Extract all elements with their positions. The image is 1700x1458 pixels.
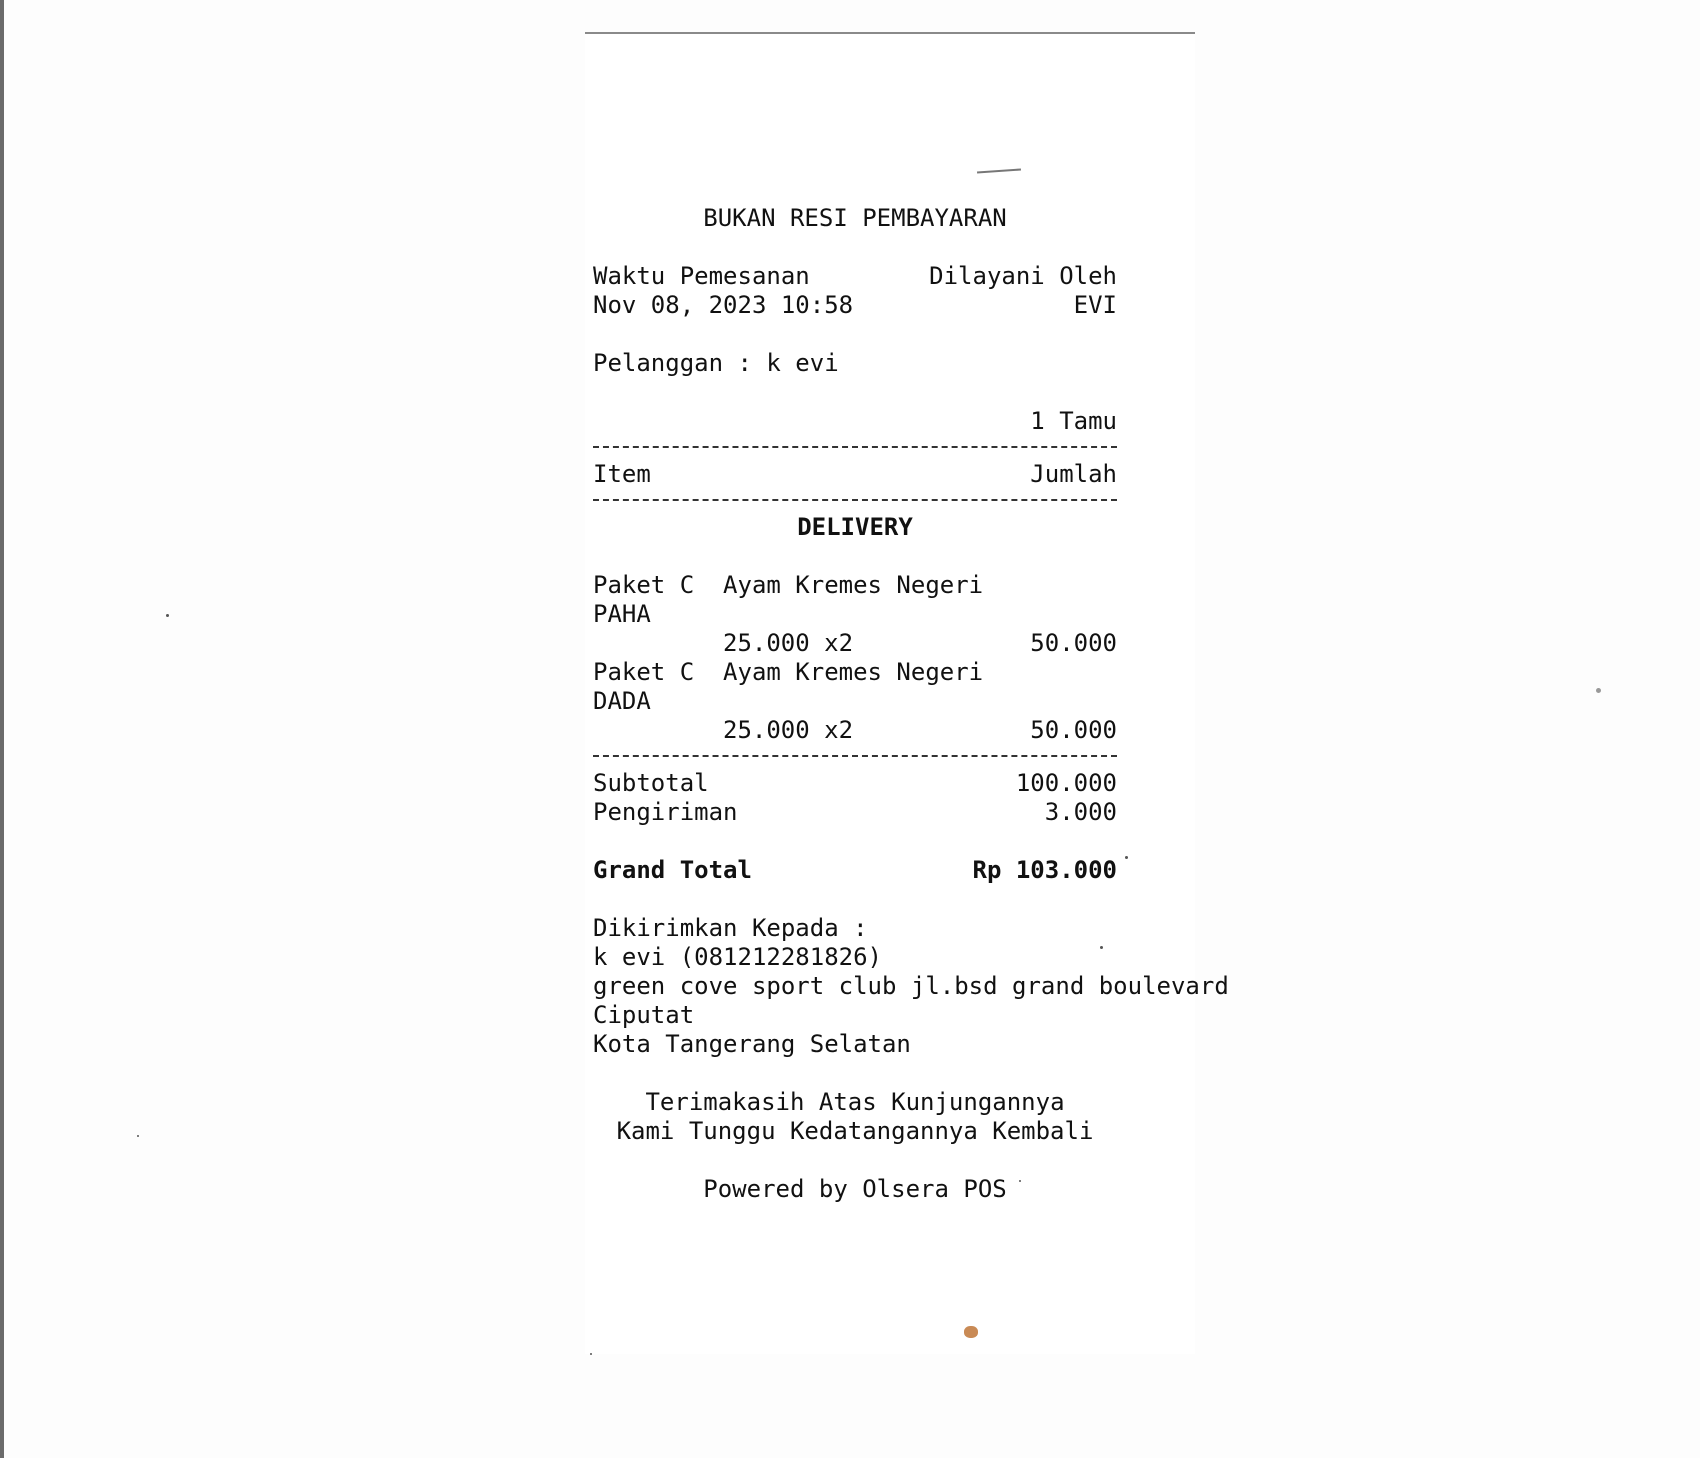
delivery-address-line: Ciputat [593,1001,695,1029]
grand-total-row [593,856,1117,885]
scan-speck [137,1135,139,1137]
delivery-block [593,914,1229,1059]
divider [593,499,1117,501]
scan-smudge [977,168,1021,173]
grand-total-value: Rp 103.000 [972,856,1117,884]
served-by-value: EVI [1073,291,1117,319]
scan-speck [1125,856,1128,859]
paper-stain [964,1326,978,1338]
powered-by: Powered by Olsera POS [703,1175,1007,1203]
scan-speck [1100,946,1103,949]
order-time-value: Nov 08, 2023 10:58 [593,291,854,319]
footer-invite: Kami Tunggu Kedatangannya Kembali [616,1117,1094,1145]
item-total: 50.000 [1030,629,1117,657]
scan-edge [0,0,4,1458]
order-type: DELIVERY [797,513,913,541]
line-item [593,571,1117,658]
item-total: 50.000 [1030,716,1117,744]
guest-count: 1 Tamu [1030,407,1117,435]
scan-speck [1019,1180,1021,1182]
delivery-recipient: k evi (081212281826) [593,943,882,971]
scan-speck [166,614,169,617]
scan-speck [1596,688,1601,693]
served-by-block [929,262,1117,320]
served-by-label: Dilayani Oleh [929,262,1117,290]
divider [593,755,1117,757]
order-time-block [593,262,853,320]
item-price-qty: 25.000 x2 [723,716,854,744]
items-header [593,460,1117,489]
item-price-qty: 25.000 x2 [723,629,854,657]
header-item: Item [593,460,651,488]
receipt-title: BUKAN RESI PEMBAYARAN [703,204,1007,232]
item-variant: DADA [593,687,651,715]
delivery-label: Dikirimkan Kepada : [593,914,868,942]
shipping-value: 3.000 [1044,798,1117,826]
header-amount: Jumlah [1030,460,1117,488]
subtotal-row [593,769,1117,798]
shipping-label: Pengiriman [593,798,738,826]
order-info [593,262,1117,320]
subtotal-value: 100.000 [1015,769,1117,797]
item-variant: PAHA [593,600,651,628]
delivery-address-line: green cove sport club jl.bsd grand boulevard [593,972,1229,1000]
grand-total-label: Grand Total [593,856,752,884]
customer-line: Pelanggan : k evi [593,349,839,377]
footer-thanks: Terimakasih Atas Kunjungannya [645,1088,1065,1116]
divider [593,446,1117,448]
delivery-address-line: Kota Tangerang Selatan [593,1030,911,1058]
item-name: Paket C Ayam Kremes Negeri [593,571,984,599]
subtotal-label: Subtotal [593,769,709,797]
scan-speck [590,1353,592,1355]
receipt-paper [585,32,1229,1354]
shipping-row [593,798,1117,827]
receipt-content [593,204,1229,1204]
item-name: Paket C Ayam Kremes Negeri [593,658,984,686]
line-item [593,658,1117,745]
order-time-label: Waktu Pemesanan [593,262,810,290]
